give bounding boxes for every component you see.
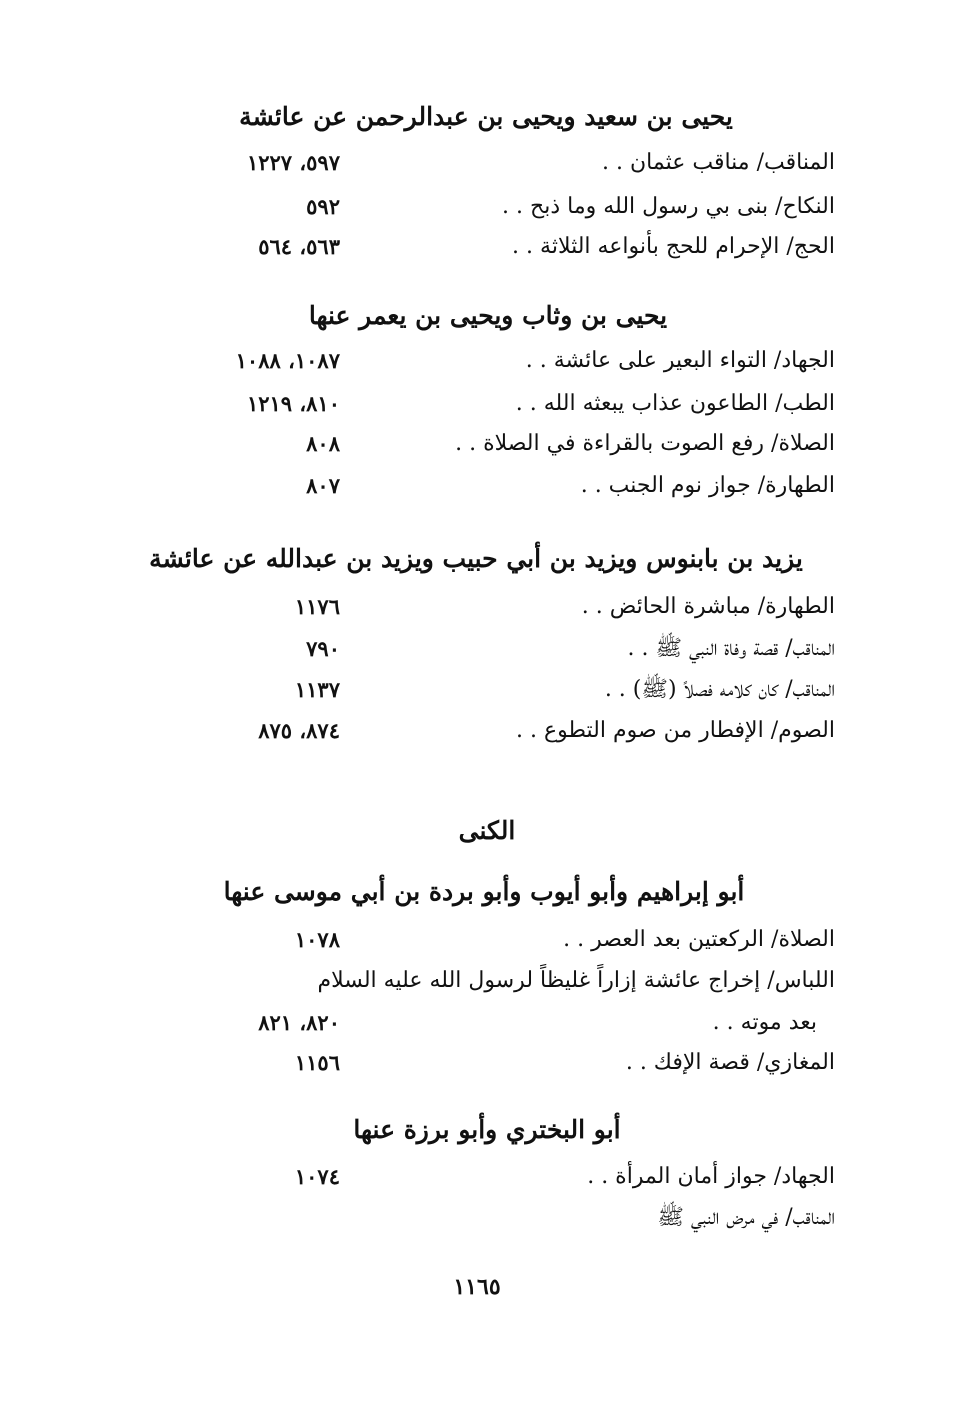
entry-text: الصلاة/ رفع الصوت بالقراءة في الصلاة . . xyxy=(455,431,835,456)
section-heading: أبو إبراهيم وأبو أيوب وأبو بردة بن أبي موسى عنها xyxy=(223,877,745,906)
entry-text: الجهاد/ جواز أمان المرأة . . xyxy=(587,1164,835,1189)
entry-refs: ٨٠٧ xyxy=(306,473,340,498)
entry-refs: ١٠٧٤ xyxy=(294,1164,340,1189)
entry-refs: ٨٢٠، ٨٢١ xyxy=(258,1010,340,1035)
section-heading: يحيى بن وثاب ويحيى بن يعمر عنها xyxy=(308,301,668,330)
entry-refs: ٧٩٠ xyxy=(306,636,340,661)
entry-refs: ١١٣٧ xyxy=(294,677,340,702)
entry-text: الصلاة/ الركعتين بعد العصر . . xyxy=(563,927,835,952)
section-heading: يزيد بن بابنوس ويزيد بن أبي حبيب ويزيد بن عبدالله عن عائشة xyxy=(149,544,803,573)
entry-refs: ٥٩٧، ١٢٢٧ xyxy=(246,150,340,175)
entry-refs: ١١٥٦ xyxy=(294,1050,340,1075)
entry-refs: ١٠٧٨ xyxy=(294,927,340,952)
entry-text: المناقب/ مناقب عثمان . . xyxy=(602,150,835,175)
entry-text: الصوم/ الإفطار من صوم التطوع . . xyxy=(516,718,835,743)
entry-refs: ٥٩٢ xyxy=(306,194,340,219)
entry-refs: ١٠٨٧، ١٠٨٨ xyxy=(235,348,340,373)
entry-text: الطهارة/ مباشرة الحائض . . xyxy=(581,594,835,619)
entry-text: النكاح/ بنى بي رسول الله وما ذبح . . xyxy=(502,194,835,219)
section-heading: أبو البختري وأبو برزة عنها xyxy=(353,1115,621,1144)
entry-text: الجهاد/ التواء البعير على عائشة . . xyxy=(525,348,835,373)
section-heading: يحيى بن سعيد ويحيى بن عبدالرحمن عن عائشة xyxy=(239,102,733,131)
entry-text: الطب/ الطاعون عذاب يبعثه الله . . xyxy=(515,391,835,416)
entry-text: الطهارة/ جواز نوم الجنب . . xyxy=(580,473,835,498)
entry-text: بعد موته . . xyxy=(712,1010,817,1035)
entry-refs: ٨٠٨ xyxy=(306,431,340,456)
entry-refs: ٨١٠، ١٢١٩ xyxy=(246,391,340,416)
entry-text: المناقب/ في مرض النبي ﷺ xyxy=(657,1205,835,1230)
chapter-title: الكنى xyxy=(458,816,516,845)
entry-text: المناقب/ قصة وفاة النبي ﷺ . . xyxy=(627,636,835,661)
entry-text: الحج/ الإحرام للحج بأنواعه الثلاثة . . xyxy=(512,234,835,259)
entry-text: المناقب/ كان كلامه فصلاً (ﷺ) . . xyxy=(604,677,835,702)
entry-text: اللباس/ إخراج عائشة إزاراً غليظاً لرسول الله عليه السلام xyxy=(317,968,835,993)
page-number: ١١٦٥ xyxy=(453,1274,501,1300)
entry-refs: ١١٧٦ xyxy=(294,594,340,619)
entry-refs: ٨٧٤، ٨٧٥ xyxy=(258,718,340,743)
entry-refs: ٥٦٣، ٥٦٤ xyxy=(258,234,340,259)
entry-text: المغازي/ قصة الإفك . . xyxy=(625,1050,835,1075)
